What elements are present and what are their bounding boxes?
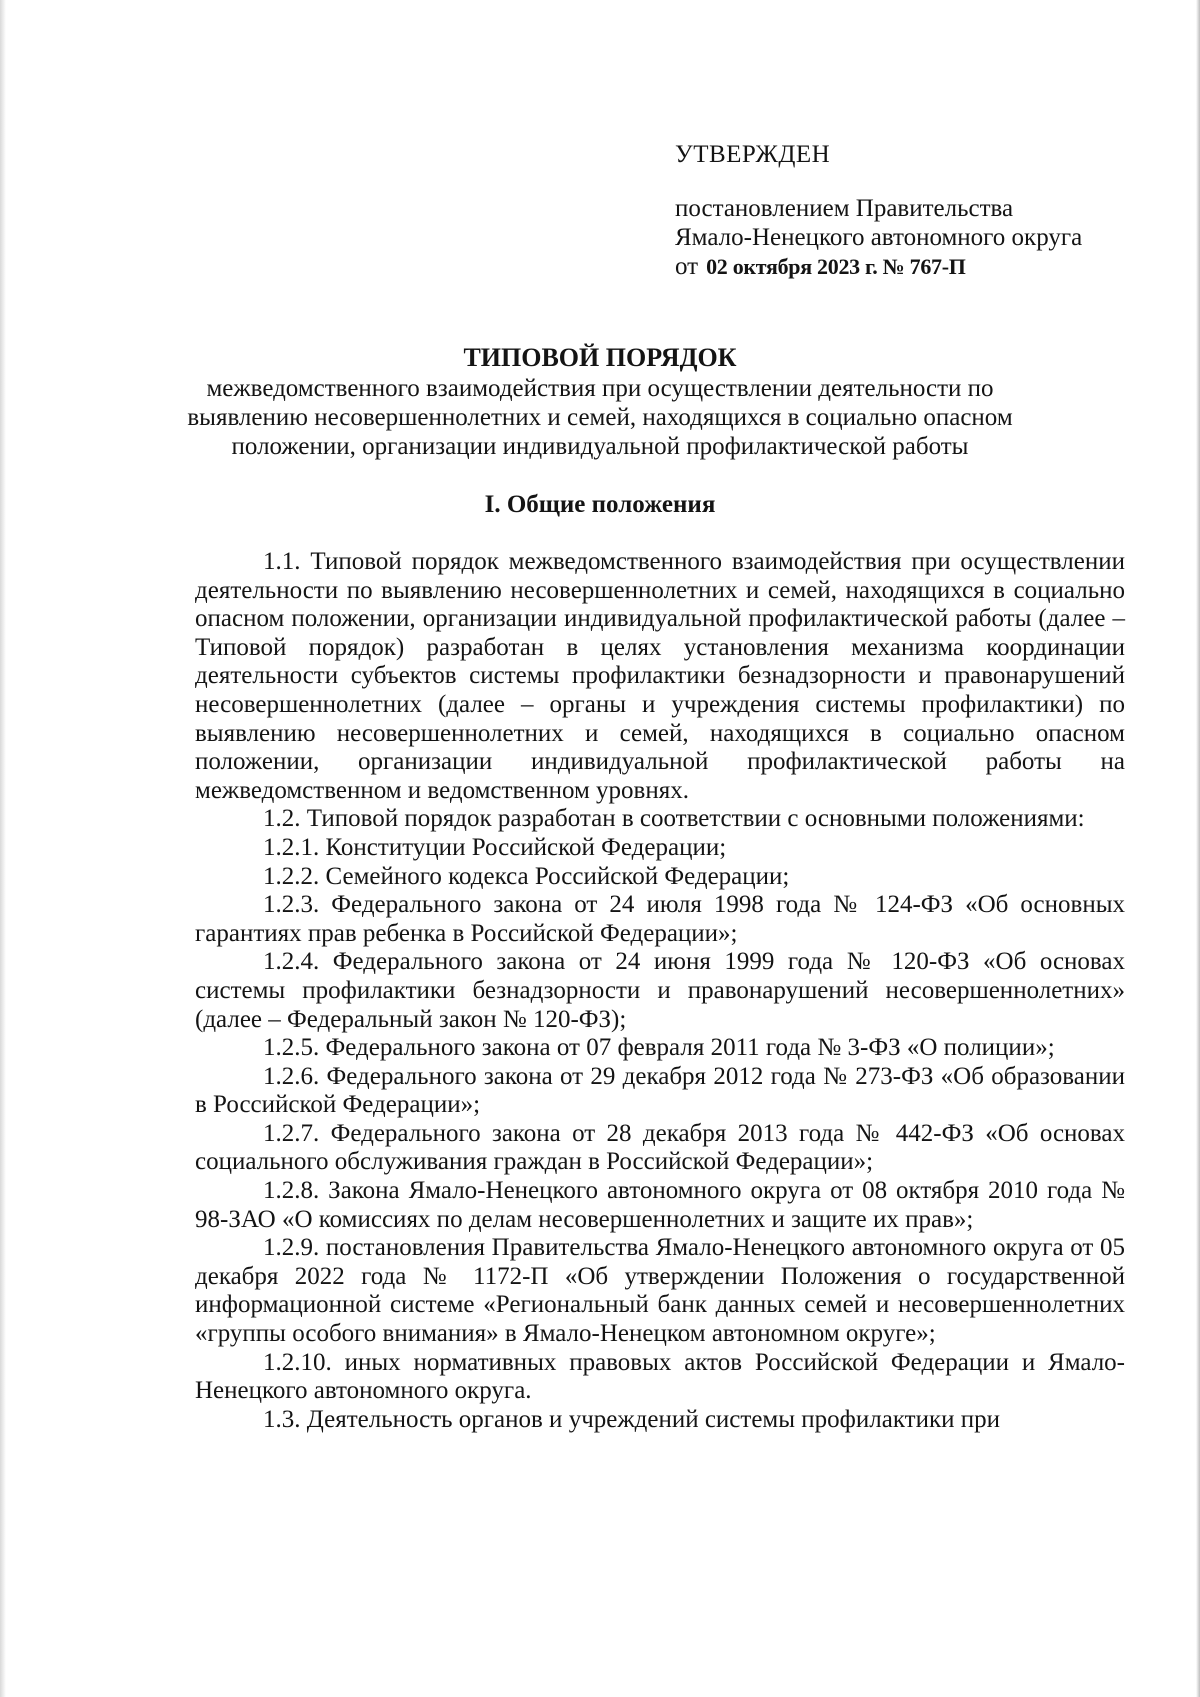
paragraph-1-2-6: 1.2.6. Федерального закона от 29 декабря 2012 года № 273-ФЗ «Об образовании в Российской Федерации»; xyxy=(195,1062,1125,1119)
paragraph-1-2-5: 1.2.5. Федерального закона от 07 февраля 2011 года № 3-ФЗ «О полиции»; xyxy=(263,1034,1055,1062)
paragraph-1-2-8: 1.2.8. Закона Ямало-Ненецкого автономного округа от 08 октября 2010 года № 98-ЗАО «О комиссиях по делам несовершеннолетних и защите их прав»; xyxy=(195,1177,1125,1233)
paragraph-1-2-1: 1.2.1. Конституции Российской Федерации; xyxy=(263,833,727,861)
page-left-edge xyxy=(0,0,6,1697)
paragraph-1-2-4: 1.2.4. Федерального закона от 24 июня 1999 года № 120-ФЗ «Об основах системы профилактики безнадзорности и правонарушений несовершеннолетних» (далее – Федеральный закон № 120-ФЗ); xyxy=(195,948,1125,1033)
document-title: ТИПОВОЙ ПОРЯДОК xyxy=(463,343,737,372)
paragraph-1-2-10: 1.2.10. иных нормативных правовых актов Российской Федерации и Ямало-Ненецкого автономного округа. xyxy=(195,1348,1125,1405)
approval-ref-prefix: от xyxy=(675,253,699,280)
page-right-edge xyxy=(1196,0,1200,1697)
document-subtitle: межведомственного взаимодействия при осуществлении деятельности по выявлению несовершеннолетних и семей, находящихся в социально опасном положении, организации индивидуальной профилактической работы xyxy=(187,375,1013,460)
paragraph-1-2-9: 1.2.9. постановления Правительства Ямало-Ненецкого автономного округа от 05 декабря 2022 года № 1172-П «Об утверждении Положения о государственной информационной системе «Региональный банк данных семей и несовершеннолетних «группы особого внимания» в Ямало-Ненецком автономном округе»; xyxy=(195,1234,1125,1348)
approval-reference xyxy=(675,252,1135,281)
paragraph-1-1: 1.1. Типовой порядок межведомственного взаимодействия при осуществлении деятельности по выявлению несовершеннолетних и семей, находящихся в социально опасном положении, организации индивидуальной профилактической работы (далее – Типовой порядок) разработан в целях установления механизма координации деятельности субъектов системы профилактики безнадзорности и правонарушений несовершеннолетних (далее – органы и учреждения системы профилактики) по выявлению несовершеннолетних и семей, находящихся в социально опасном положении, организации индивидуальной профилактической работы на межведомственном и ведомственном уровнях. xyxy=(195,548,1125,804)
approval-issuer-line1: постановлением Правительства xyxy=(675,195,1014,222)
section-title: I. Общие положения xyxy=(484,491,716,518)
paragraph-1-2: 1.2. Типовой порядок разработан в соответствии с основными положениями: xyxy=(263,805,1085,833)
paragraph-1-2-3: 1.2.3. Федерального закона от 24 июля 1998 года № 124-ФЗ «Об основных гарантиях прав ребенка в Российской Федерации»; xyxy=(195,891,1125,947)
approval-block xyxy=(675,140,1135,281)
paragraph-1-3: 1.3. Деятельность органов и учреждений системы профилактики при xyxy=(263,1405,1000,1433)
approval-issuer-line2: Ямало-Ненецкого автономного округа xyxy=(675,224,1083,251)
approval-ref-number: 02 октября 2023 г. № 767-П xyxy=(706,254,966,279)
paragraph-1-2-7: 1.2.7. Федерального закона от 28 декабря 2013 года № 442-ФЗ «Об основах социального обслуживания граждан в Российской Федерации»; xyxy=(195,1119,1125,1176)
document-body xyxy=(195,548,1125,1434)
approval-title: УТВЕРЖДЕН xyxy=(675,141,831,168)
paragraph-1-2-2: 1.2.2. Семейного кодекса Российской Федерации; xyxy=(263,862,790,890)
